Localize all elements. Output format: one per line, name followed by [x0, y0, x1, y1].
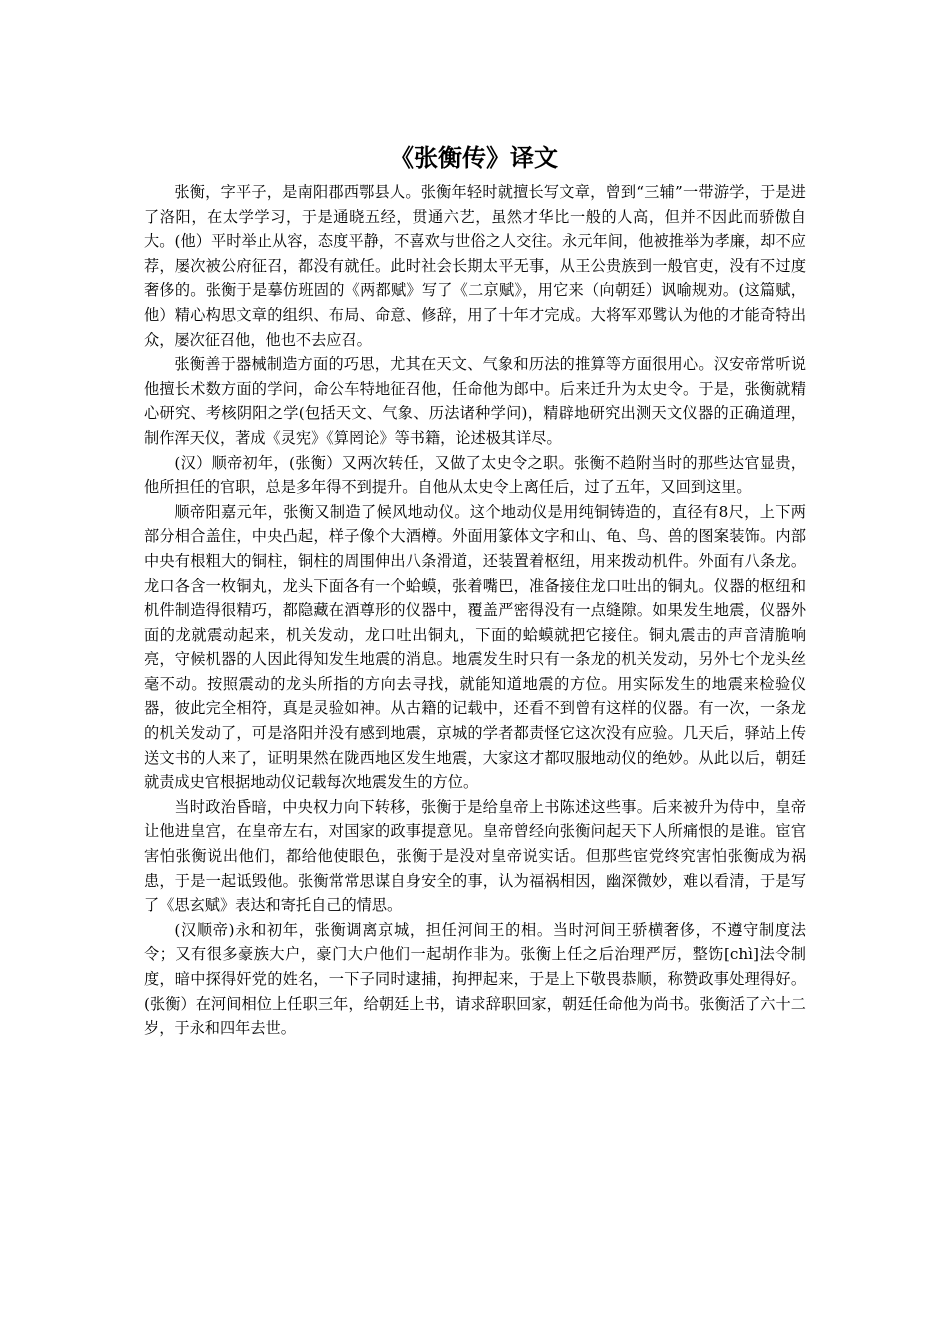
paragraph-4: 顺帝阳嘉元年，张衡又制造了候风地动仪。这个地动仪是用纯铜铸造的，直径有8尺，上下两部分相合盖住，中央凸起，样子像个大酒樽。外面用篆体文字和山、龟、鸟、兽的图案装饰。内部中央有根粗大的铜柱，铜柱的周围伸出八条滑道，还装置着枢纽，用来拨动机件。外面有八条龙。龙口各含一枚铜丸，龙头下面各有一个蛤蟆，张着嘴巴，准备接住龙口吐出的铜丸。仪器的枢纽和机件制造得很精巧，都隐藏在酒尊形的仪器中，覆盖严密得没有一点缝隙。如果发生地震，仪器外面的龙就震动起来，机关发动，龙口吐出铜丸，下面的蛤蟆就把它接住。铜丸震击的声音清脆响亮，守候机器的人因此得知发生地震的消息。地震发生时只有一条龙的机关发动，另外七个龙头丝毫不动。按照震动的龙头所指的方向去寻找，就能知道地震的方位。用实际发生的地震来检验仪器，彼此完全相符，真是灵验如神。从古籍的记载中，还看不到曾有这样的仪器。有一次，一条龙的机关发动了，可是洛阳并没有感到地震，京城的学者都责怪它这次没有应验。几天后，驿站上传送文书的人来了，证明果然在陇西地区发生地震，大家这才都叹服地动仪的绝妙。从此以后，朝廷就责成史官根据地动仪记载每次地震发生的方位。 [144, 502, 806, 792]
paragraph-2: 张衡善于器械制造方面的巧思，尤其在天文、气象和历法的推算等方面很用心。汉安帝常听说他擅长术数方面的学问，命公车特地征召他，任命他为郎中。后来迁升为太史令。于是，张衡就精心研究、考核阴阳之学(包括天文、气象、历法诸种学问)，精辟地研究出测天文仪器的正确道理，制作浑天仪，著成《灵宪》《算罔论》等书籍，论述极其详尽。 [144, 355, 806, 447]
document-body [144, 180, 806, 1041]
paragraph-5: 当时政治昏暗，中央权力向下转移，张衡于是给皇帝上书陈述这些事。后来被升为侍中，皇帝让他进皇宫，在皇帝左右，对国家的政事提意见。皇帝曾经向张衡问起天下人所痛恨的是谁。宦官害怕张衡说出他们，都给他使眼色，张衡于是没对皇帝说实话。但那些宦党终究害怕张衡成为祸患，于是一起诋毁他。张衡常常思谋自身安全的事，认为福祸相因，幽深微妙，难以看清，于是写了《思玄赋》表达和寄托自己的情思。 [144, 797, 806, 915]
paragraph-1: 张衡，字平子，是南阳郡西鄂县人。张衡年轻时就擅长写文章，曾到“三辅”一带游学，于是进了洛阳，在太学学习，于是通晓五经，贯通六艺，虽然才华比一般的人高，但并不因此而骄傲自大。(他）平时举止从容，态度平静，不喜欢与世俗之人交往。永元年间，他被推举为孝廉，却不应荐，屡次被公府征召，都没有就任。此时社会长期太平无事，从王公贵族到一般官吏，没有不过度奢侈的。张衡于是摹仿班固的《两都赋》写了《二京赋》，用它来（向朝廷）讽喻规劝。(这篇赋，他）精心构思文章的组织、布局、命意、修辞，用了十年才完成。大将军邓骘认为他的才能奇特出众，屡次征召他，他也不去应召。 [144, 183, 806, 349]
paragraph-3: (汉）顺帝初年，(张衡）又两次转任，又做了太史令之职。张衡不趋附当时的那些达官显贵，他所担任的官职，总是多年得不到提升。自他从太史令上离任后，过了五年，又回到这里。 [144, 453, 806, 497]
document-title: 《张衡传》译文 [390, 144, 558, 172]
paragraph-6: (汉顺帝)永和初年，张衡调离京城，担任河间王的相。当时河间王骄横奢侈，不遵守制度法令；又有很多豪族大户，豪门大户他们一起胡作非为。张衡上任之后治理严厉，整饬[chì]法令制度，暗中探得奸党的姓名，一下子同时逮捕，拘押起来，于是上下敬畏恭顺，称赞政事处理得好。(张衡）在河间相位上任职三年，给朝廷上书，请求辞职回家，朝廷任命他为尚书。张衡活了六十二岁，于永和四年去世。 [144, 920, 806, 1038]
